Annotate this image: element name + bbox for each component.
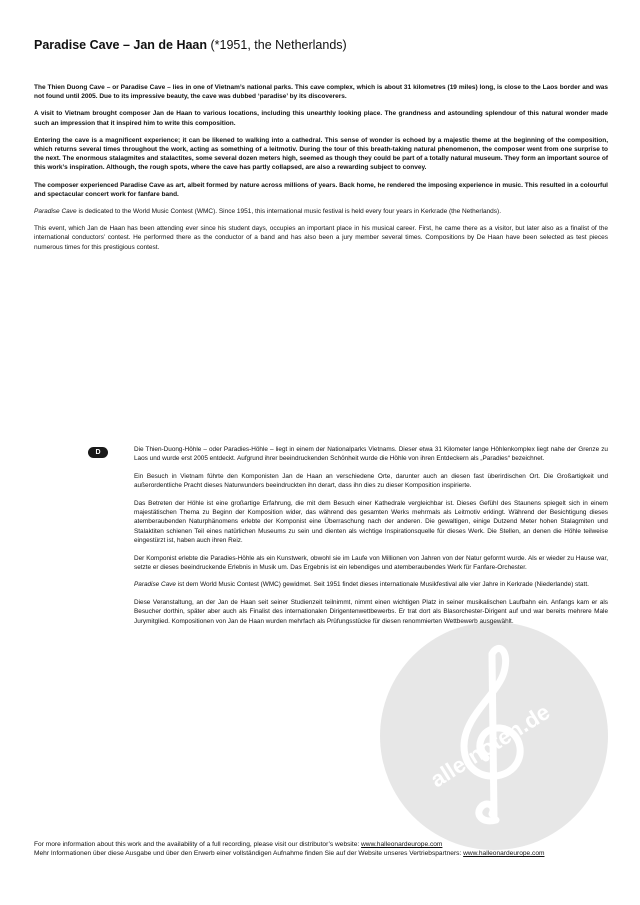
en-paragraph-1: The Thien Duong Cave – or Paradise Cave – lies in one of Vietnam’s national parks. This cave complex, which is about 31 kilometres (19 miles) long, is close to the Laos border and was not found until 2005. Due to its impressive beauty, the cave was dubbed ‘paradise’ by its discoverers. <box>34 84 608 101</box>
en-paragraph-5 <box>34 207 608 216</box>
footer-english-text: For more information about this work and the availability of a full recording, please visit our distributor’s website: <box>34 841 362 848</box>
de-paragraph-3: Das Betreten der Höhle ist eine großartige Erfahrung, die mit dem Besuch einer Kathedrale vergleichbar ist. Dieses Gefühl des Staunens spiegelt sich in einem majestätischen Thema zu Beginn der Komposition wider, das während des gesamten Werks mehrmals als Leitmotiv erklingt. Während der Besichtigung dieses atemberaubenden Naturphänomens erlebte der Komponist eine Überraschung nach der anderen. Die gewaltigen, einige Dutzend Meter hohen Stalagmiten und Stalaktiten schienen Teil eines natürlichen Museums zu sein und dienten als wichtige Inspirationsquelle für dieses Werk. Die Stellen, an denen die Höhle teilweise eingestürzt ist, haben auch ihren Reiz. <box>134 499 608 545</box>
distributor-link-en[interactable]: www.halleonardeurope.com <box>361 841 443 848</box>
en-paragraph-6: This event, which Jan de Haan has been attending ever since his student days, occupies an important place in his musical career. First, he came there as a visitor, but later also as a finalist of the international conductors’ contest. He performed there as the conductor of a band and has also been a jury member several times. Compositions by De Haan have been selected as test pieces numerous times for this prestigious contest. <box>34 225 608 251</box>
en-paragraph-5-text: is dedicated to the World Music Contest (WMC). Since 1951, this international music festival is held every four years in Kerkrade (the Netherlands). <box>76 208 502 216</box>
distributor-link-de[interactable]: www.halleonardeurope.com <box>463 850 545 858</box>
german-text <box>134 445 608 634</box>
en-paragraph-2: A visit to Vietnam brought composer Jan de Haan to various locations, including this unearthly looking place. The grandness and astounding splendour of this natural wonder made such an impression that it inspired him to write this composition. <box>34 110 608 127</box>
language-badge: D <box>88 447 108 458</box>
en-paragraph-3: Entering the cave is a magnificent experience; it can be likened to walking into a cathedral. This sense of wonder is echoed by a majestic theme at the beginning of the composition, which returns several times throughout the work, acting as something of a leitmotiv. During the tour of this breath-taking natural phenomenon, the composer went from one surprise to the next. The enormous stalagmites and stalactites, some several dozen meters high, seemed as though they could be part of a totally natural museum. They form an important source of this work’s inspiration. Although, the rough spots, where the cave has partly collapsed, are also a rewarding subject to convey. <box>34 136 608 172</box>
english-text <box>34 83 608 260</box>
title-main: Paradise Cave – Jan de Haan <box>34 38 208 52</box>
title-subtitle: (*1951, the Netherlands) <box>210 38 347 52</box>
de-paragraph-6: Diese Veranstaltung, an der Jan de Haan seit seiner Studienzeit teilnimmt, nimmt einen wichtigen Platz in seiner musikalischen Laufbahn ein. Anfangs kam er als Besucher dorthin, später aber auch als Finalist des internationalen Dirigentenwettbewerbs. Er trat dort als Blasorchester-Dirigent auf und war bereits mehrere Male Jurymitglied. Kompositionen von Jan de Haan wurden mehrfach als Prüfungsstücke für diesen renommierten Wettbewerb ausgewählt. <box>134 598 608 625</box>
en-paragraph-4: The composer experienced Paradise Cave as art, albeit formed by nature across millions of years. Back home, he rendered the imposing experience in music. This resulted in a colourful and spectacular concert work for fanfare band. <box>34 181 608 198</box>
de-paragraph-4: Der Komponist erlebte die Paradies-Höhle als ein Kunstwerk, obwohl sie im Laufe von Millionen von Jahren von der Natur geformt wurde. Als er wieder zu Hause war, setzte er dieses beeindruckende Erlebnis in Musik um. Das Ergebnis ist ein lebendiges und atemberaubendes Werk für Fanfare-Orchester. <box>134 554 608 572</box>
en-work-title: Paradise Cave <box>34 208 77 216</box>
de-paragraph-5 <box>134 580 608 589</box>
de-paragraph-2: Ein Besuch in Vietnam führte den Komponisten Jan de Haan an verschiedene Orte, darunter auch an diesen fast überirdischen Ort. Die Großartigkeit und außerordentliche Pracht dieses Naturwunders beeindruckten ihn derart, dass ihn dies zu dieser Komposition inspirierte. <box>134 472 608 490</box>
treble-clef-watermark <box>378 620 610 852</box>
footer-german-text: Mehr Informationen über diese Ausgabe und über den Erwerb einer vollständigen Aufnahme finden Sie auf der Website unseres Vertriebspartners: <box>34 850 464 858</box>
page-title <box>34 38 347 52</box>
de-paragraph-5-text: ist dem World Music Contest (WMC) gewidmet. Seit 1951 findet dieses internationale Musikfestival alle vier Jahre in Kerkrade (Niederlande) statt. <box>175 581 589 589</box>
de-paragraph-1: Die Thien-Duong-Höhle – oder Paradies-Höhle – liegt in einem der Nationalparks Vietnams. Dieser etwa 31 Kilometer lange Höhlenkomplex liegt nahe der Grenze zu Laos und wurde erst 2005 entdeckt. Aufgrund ihrer beeindruckenden Schönheit wurde die Höhle von ihren Entdeckern als „Paradies“ bezeichnet. <box>134 446 608 463</box>
de-work-title: Paradise Cave <box>134 581 176 589</box>
watermark-text: alle-noten.de <box>425 699 555 793</box>
